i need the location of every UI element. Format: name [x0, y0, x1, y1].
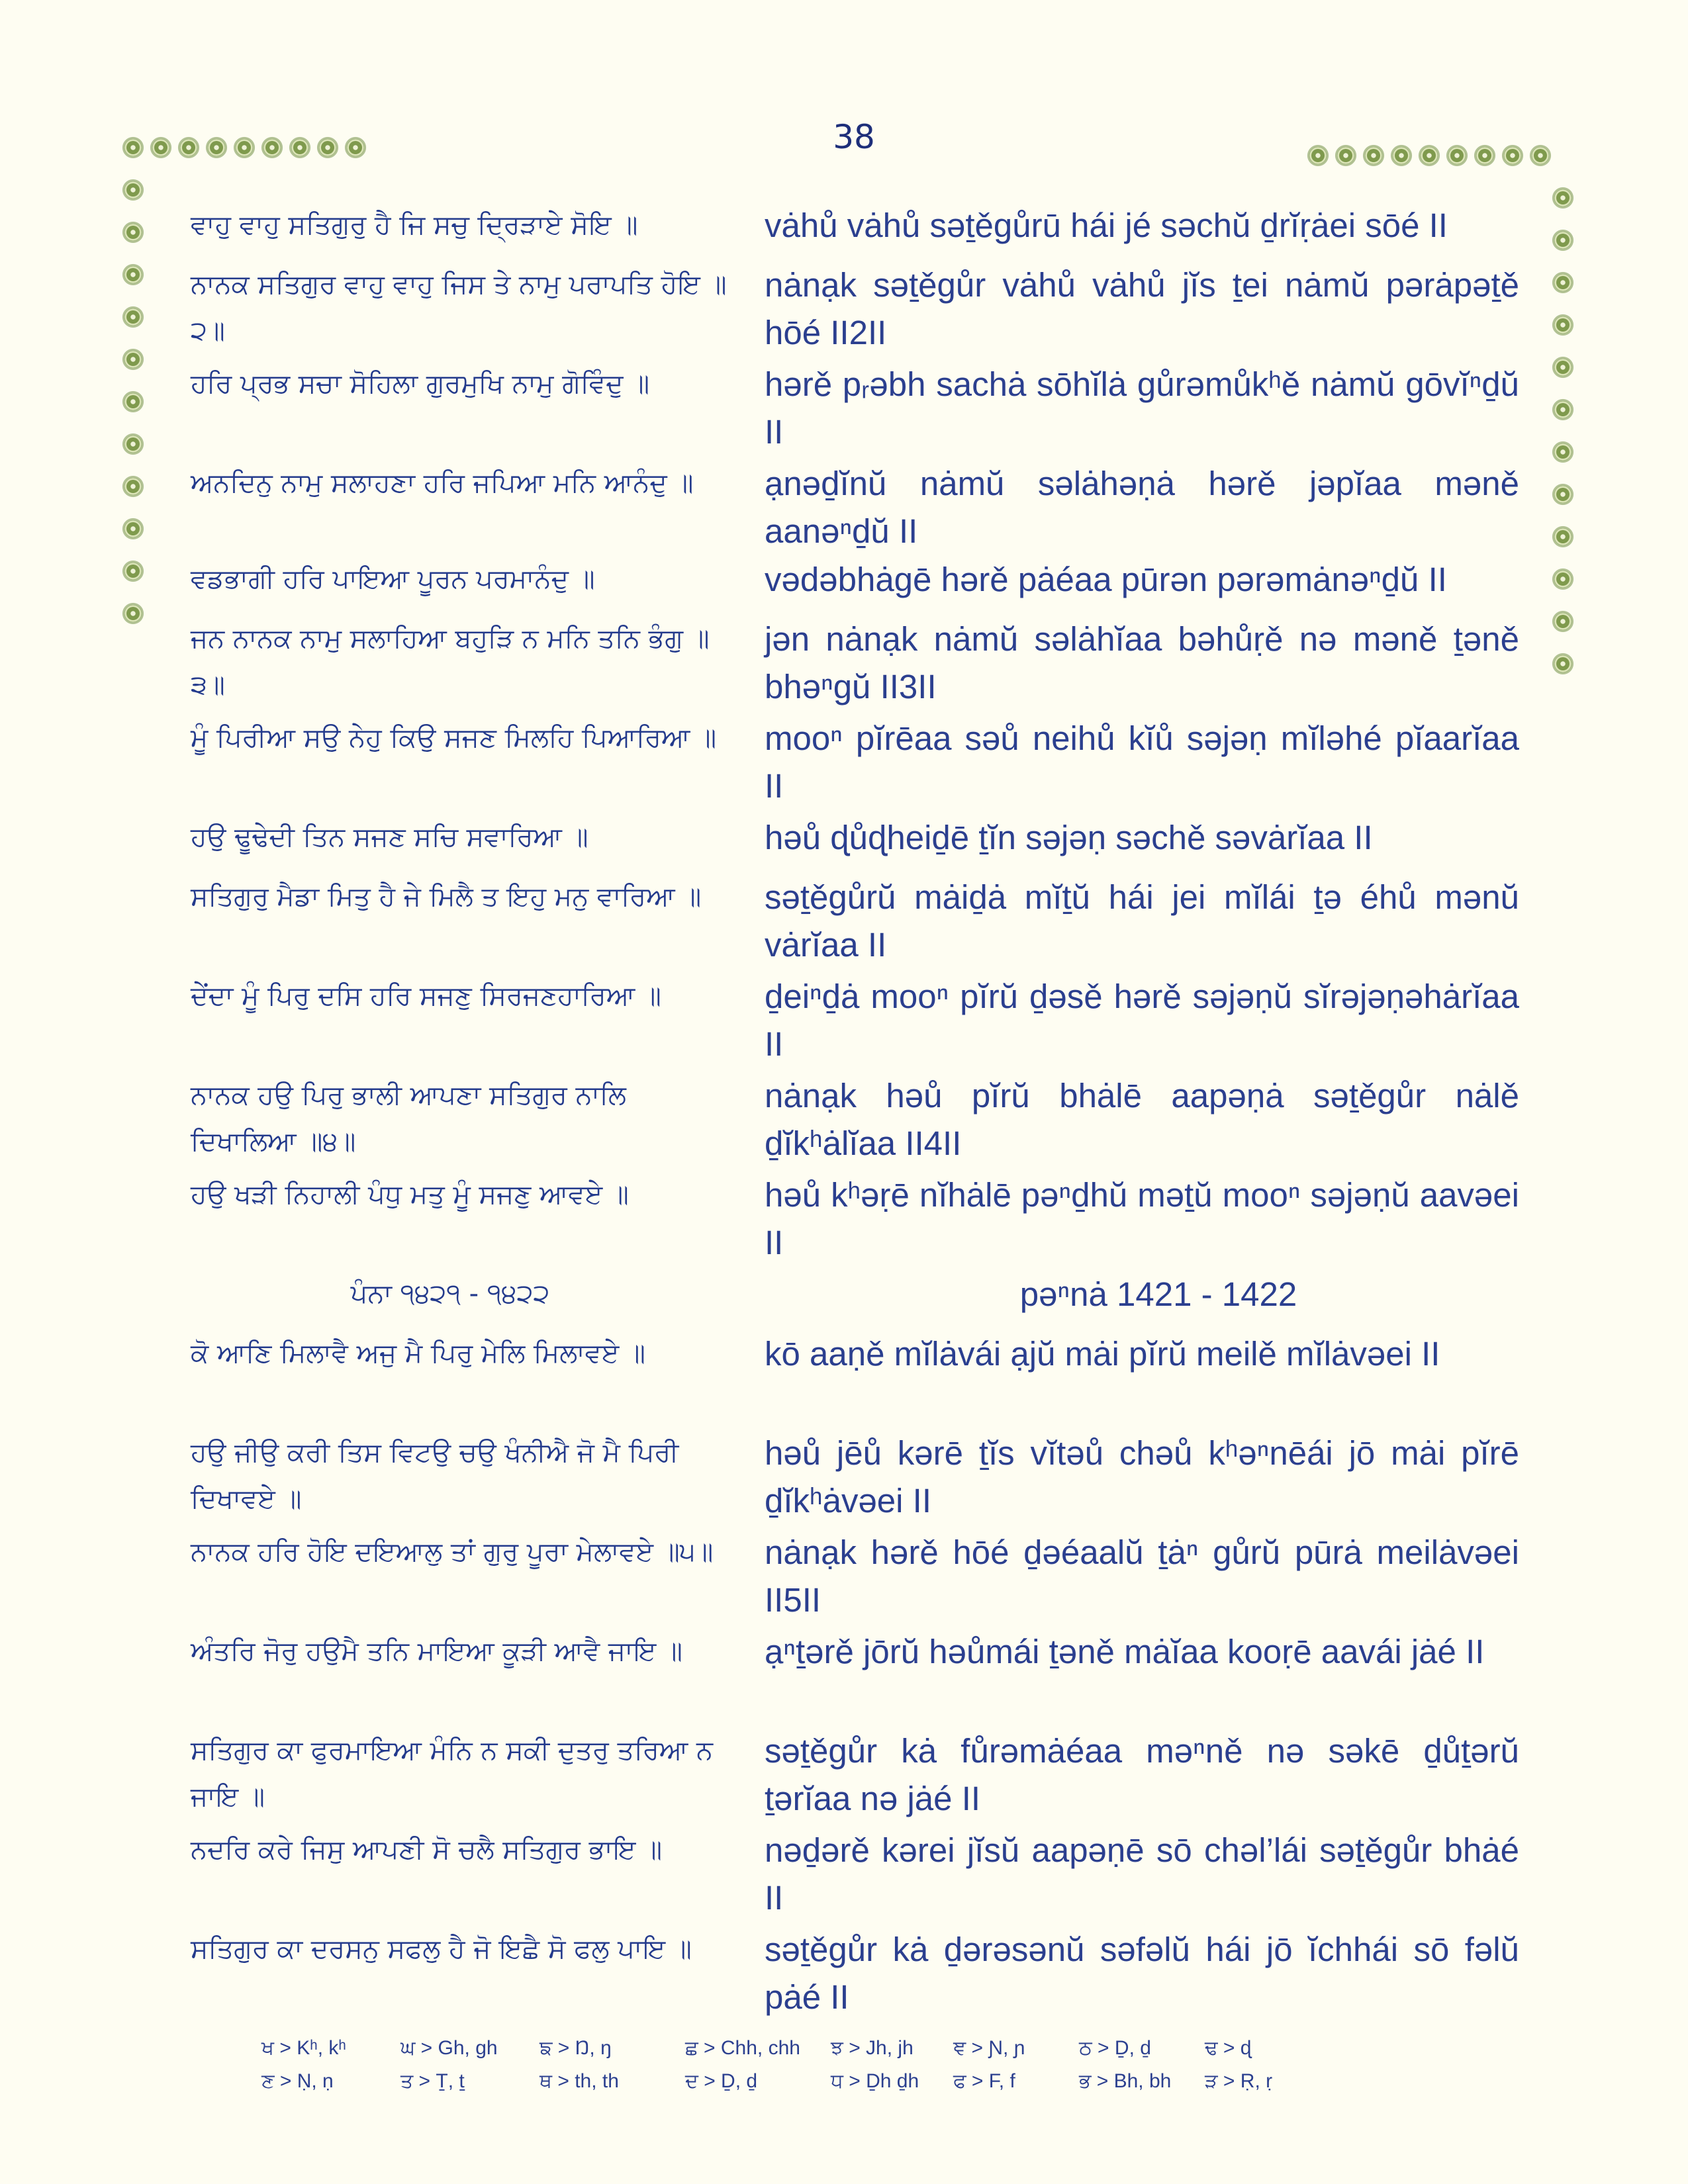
legend-item: ਤ > Ṯ, ṯ	[400, 2070, 465, 2092]
flower-ornament-icon	[1365, 147, 1382, 164]
legend-item: ਢ > ɖ	[1205, 2037, 1252, 2059]
gurmukhi-line: ਅਨਦਿਨੁ ਨਾਮੁ ਸਲਾਹਣਾ ਹਰਿ ਜਪਿਆ ਮਨਿ ਆਨੰਦੁ ॥	[191, 468, 694, 498]
gurmukhi-line: ਨਾਨਕ ਹਰਿ ਹੋਇ ਦਇਆਲੁ ਤਾਂ ਗੁਰੁ ਪੂਰਾ ਮੇਲਾਵਏ ॥੫॥	[191, 1537, 714, 1567]
legend-item: ਥ > th, th	[539, 2070, 619, 2092]
gurmukhi-line: ਜਨ ਨਾਨਕ ਨਾਮੁ ਸਲਾਹਿਆ ਬਹੁੜਿ ਨ ਮਨਿ ਤਨਿ ਭੰਗੁ ॥੩॥	[191, 623, 710, 700]
transliteration-line: həů ɖůɖheiḏē ṯĭn səjəṇ səchě səvȧrĭaa II	[765, 819, 1373, 856]
gurmukhi-line: ਸਤਿਗੁਰੁ ਮੈਡਾ ਮਿਤੁ ਹੈ ਜੇ ਮਿਲੈ ਤ ਇਹੁ ਮਨੁ ਵਾਰਿਆ ॥	[191, 882, 702, 912]
flower-ornament-icon	[347, 139, 364, 156]
transliteration-line: ạnəḏĭnŭ nȧmŭ səlȧhəṇȧ hərě jəpĭaa məně aanəⁿḏŭ II	[765, 465, 1519, 550]
legend-item: ਧ > Ḏh ḏh	[831, 2070, 919, 2092]
transliteration-line: ḏeiⁿḏȧ mooⁿ pĭrŭ ḏəsě hərě səjəṇŭ sĭrəjəṇəhȧrĭaa II	[765, 978, 1519, 1063]
transliteration-line: jən nȧnạk nȧmŭ səlȧhĭaa bəhůṛě nə məně ṯəně bhəⁿgŭ II3II	[765, 620, 1519, 705]
transliteration-line: həů kʰəṛē nĭhȧlē pəⁿḏhŭ məṯŭ mooⁿ səjəṇŭ aavəei II	[765, 1176, 1519, 1261]
flower-ornament-icon	[180, 139, 197, 156]
gurmukhi-line: ਅੰਤਰਿ ਜੋਰੁ ਹਉਮੈ ਤਨਿ ਮਾਇਆ ਕੂੜੀ ਆਵੈ ਜਾਇ ॥	[191, 1636, 682, 1666]
legend-item: ਞ > Ɲ, ɲ	[953, 2037, 1025, 2059]
flower-ornament-icon	[124, 181, 142, 199]
flower-ornament-icon	[1448, 147, 1466, 164]
gurmukhi-line: ਕੋ ਆਣਿ ਮਿਲਾਵੈ ਅਜੁ ਮੈ ਪਿਰੁ ਮੇਲਿ ਮਿਲਾਵਏ ॥	[191, 1338, 645, 1369]
page-number: 38	[833, 118, 875, 156]
gurmukhi-line: ਨਦਰਿ ਕਰੇ ਜਿਸੁ ਆਪਣੀ ਸੋ ਚਲੈ ਸਤਿਗੁਰ ਭਾਇ ॥	[191, 1835, 663, 1865]
flower-ornament-icon	[152, 139, 169, 156]
flower-ornament-icon	[1554, 443, 1571, 461]
gurmukhi-line: ਨਾਨਕ ਸਤਿਗੁਰ ਵਾਹੁ ਵਾਹੁ ਜਿਸ ਤੇ ਨਾਮੁ ਪਰਾਪਤਿ ਹੋਇ ॥੨॥	[191, 269, 727, 346]
flower-ornament-icon	[1554, 359, 1571, 376]
verse-row	[0, 202, 1688, 250]
legend-item: ਣ > Ṇ, ṇ	[261, 2070, 334, 2092]
gurmukhi-line: ਹਉ ਖੜੀ ਨਿਹਾਲੀ ਪੰਧੁ ਮਤੁ ਮੂੰ ਸਜਣੁ ਆਵਏ ॥	[191, 1179, 629, 1210]
flower-ornament-icon	[124, 605, 142, 622]
gurmukhi-line: ਨਾਨਕ ਹਉ ਪਿਰੁ ਭਾਲੀ ਆਪਣਾ ਸਤਿਗੁਰ ਨਾਲਿ ਦਿਖਾਲਿਆ ॥੪॥	[191, 1080, 626, 1157]
flower-ornament-icon	[124, 478, 142, 495]
transliteration-line: ạⁿṯərě jōrŭ həůmái ṯəně mȧĭaa kooṛē aavái jȧé II	[765, 1633, 1485, 1670]
transliteration-legend	[261, 2037, 1453, 2103]
flower-ornament-icon	[1421, 147, 1438, 164]
transliteration-line: səṯěgůr kȧ fůrəmȧéaa məⁿně nə səkē ḏůṯərŭ ṯərĭaa nə jȧé II	[765, 1732, 1519, 1817]
transliteration-line: vədəbhȧgē hərě pȧéaa pūrən pərəmȧnəⁿḏŭ II	[765, 561, 1447, 598]
transliteration-line: kō aaṇě mĭlȧvái ạjŭ mȧi pĭrŭ meilě mĭlȧvəei II	[765, 1335, 1440, 1373]
transliteration-line: nȧnạk həů pĭrŭ bhȧlē aapəṇȧ səṯěgůr nȧlě ḏĭkʰȧlĭaa II4II	[765, 1077, 1519, 1162]
flower-ornament-icon	[1393, 147, 1410, 164]
flower-ornament-icon	[124, 393, 142, 410]
flower-ornament-icon	[1554, 401, 1571, 418]
legend-item: ਝ > Jh, jh	[831, 2037, 914, 2059]
transliteration-line: səṯěgůr kȧ ḏərəsənŭ səfəlŭ hái jō ĭchhái sō fəlŭ pȧé II	[765, 1931, 1519, 2016]
flower-ornament-icon	[1337, 147, 1354, 164]
flower-ornament-icon	[1532, 147, 1549, 164]
flower-ornament-icon	[1554, 316, 1571, 334]
flower-ornament-icon	[1554, 655, 1571, 672]
transliteration-line: səṯěgůrŭ mȧiḏȧ mĭṯŭ hái jei mĭlái ṯə éhů mənŭ vȧrĭaa II	[765, 878, 1519, 964]
flower-ornament-icon	[236, 139, 253, 156]
page-range-gurmukhi: ਪੰਨਾ ੧੪੨੧ - ੧੪੨੨	[350, 1279, 550, 1309]
transliteration-line: hərě pᵣəbh sachȧ sōhĭlȧ gůrəmůkʰě nȧmŭ gōvĭⁿḏŭ II	[765, 365, 1519, 451]
gurmukhi-line: ਮੂੰ ਪਿਰੀਆ ਸਉ ਨੇਹੁ ਕਿਉ ਸਜਣ ਮਿਲਹਿ ਪਿਆਰਿਆ ॥	[191, 723, 717, 753]
flower-ornament-icon	[1476, 147, 1493, 164]
flower-ornament-icon	[1554, 274, 1571, 291]
transliteration-line: mooⁿ pĭrēaa səů neihů kĭů səjəṇ mĭləhé pĭaarĭaa II	[765, 719, 1519, 805]
flower-ornament-icon	[1504, 147, 1521, 164]
legend-item: ਠ > Ḏ, ḏ	[1079, 2037, 1151, 2059]
flower-ornament-icon	[124, 520, 142, 537]
legend-row	[261, 2070, 1453, 2103]
flower-ornament-icon	[1554, 613, 1571, 630]
flower-ornament-icon	[291, 139, 308, 156]
flower-ornament-icon	[1554, 528, 1571, 545]
gurmukhi-line: ਸਤਿਗੁਰ ਕਾ ਦਰਸਨੁ ਸਫਲੁ ਹੈ ਜੋ ਇਛੈ ਸੋ ਫਲੁ ਪਾਇ ॥	[191, 1934, 692, 1964]
legend-item: ਙ > Ŋ, ŋ	[539, 2037, 612, 2059]
flower-ornament-icon	[124, 266, 142, 283]
transliteration-line: nȧnạk səṯěgůr vȧhů vȧhů jĭs ṯei nȧmŭ pərȧpəṯě hōé II2II	[765, 266, 1519, 351]
flower-ornament-icon	[124, 139, 142, 156]
flower-ornament-icon	[1309, 147, 1327, 164]
transliteration-line: nȧnạk hərě hōé ḏəéaalŭ ṯȧⁿ gůrŭ pūrȧ meilȧvəei II5II	[765, 1533, 1519, 1619]
flower-ornament-icon	[208, 139, 225, 156]
transliteration-line: nəḏərě kərei jĭsŭ aapəṇē sō chəl’lái səṯěgůr bhȧé II	[765, 1831, 1519, 1917]
legend-row	[261, 2037, 1453, 2070]
gurmukhi-line: ਸਤਿਗੁਰ ਕਾ ਫੁਰਮਾਇਆ ਮੰਨਿ ਨ ਸਕੀ ਦੁਤਰੁ ਤਰਿਆ ਨ ਜਾਇ ॥	[191, 1735, 713, 1812]
legend-item: ਦ > Ḏ, ḏ	[685, 2070, 758, 2092]
legend-item: ਭ > Bh, bh	[1079, 2070, 1172, 2092]
page-range-translit: pəⁿnȧ 1421 - 1422	[1019, 1275, 1297, 1313]
gurmukhi-line: ਹਉ ਢੂਢੇਦੀ ਤਿਨ ਸਜਣ ਸਚਿ ਸਵਾਰਿਆ ॥	[191, 822, 588, 852]
flower-ornament-icon	[1554, 570, 1571, 588]
flower-ornament-icon	[319, 139, 336, 156]
legend-item: ਫ > F, f	[953, 2070, 1015, 2092]
flower-ornament-icon	[1554, 486, 1571, 503]
legend-item: ਖ > Kʰ, kʰ	[261, 2037, 346, 2059]
gurmukhi-line: ਵਾਹੁ ਵਾਹੁ ਸਤਿਗੁਰੁ ਹੈ ਜਿ ਸਚੁ ਦ੍ਰਿੜਾਏ ਸੋਇ ॥	[191, 210, 638, 240]
gurmukhi-line: ਹਰਿ ਪ੍ਰਭ ਸਚਾ ਸੋਹਿਲਾ ਗੁਰਮੁਖਿ ਨਾਮੁ ਗੋਵਿੰਦੁ ॥	[191, 369, 650, 399]
flower-ornament-icon	[263, 139, 281, 156]
gurmukhi-line: ਵਡਭਾਗੀ ਹਰਿ ਪਾਇਆ ਪੂਰਨ ਪਰਮਾਨੰਦੁ ॥	[191, 564, 595, 594]
gurmukhi-line: ਹਉ ਜੀਉ ਕਰੀ ਤਿਸ ਵਿਟਉ ਚਉ ਖੰਨੀਐ ਜੋ ਮੈ ਪਿਰੀ ਦਿਖਾਵਏ ॥	[191, 1437, 679, 1514]
legend-item: ਛ > Chh, chh	[685, 2037, 800, 2059]
flower-ornament-icon	[124, 435, 142, 453]
transliteration-line: həů jēů kərē ṯĭs vĭtəů chəů kʰəⁿnēái jō mȧi pĭrē ḏĭkʰȧvəei II	[765, 1434, 1519, 1520]
transliteration-line: vȧhů vȧhů səṯěgůrū hái jé səchŭ ḏrĭṛȧei sōé II	[765, 206, 1448, 244]
legend-item: ਘ > Gh, gh	[400, 2037, 498, 2059]
flower-ornament-icon	[124, 308, 142, 326]
legend-item: ੜ > Ṛ, ṛ	[1205, 2070, 1273, 2092]
gurmukhi-line: ਦੇਂਦਾ ਮੂੰ ਪਿਰੁ ਦਸਿ ਹਰਿ ਸਜਣੁ ਸਿਰਜਣਹਾਰਿਆ ॥	[191, 981, 661, 1011]
flower-ornament-icon	[124, 563, 142, 580]
flower-ornament-icon	[124, 351, 142, 368]
